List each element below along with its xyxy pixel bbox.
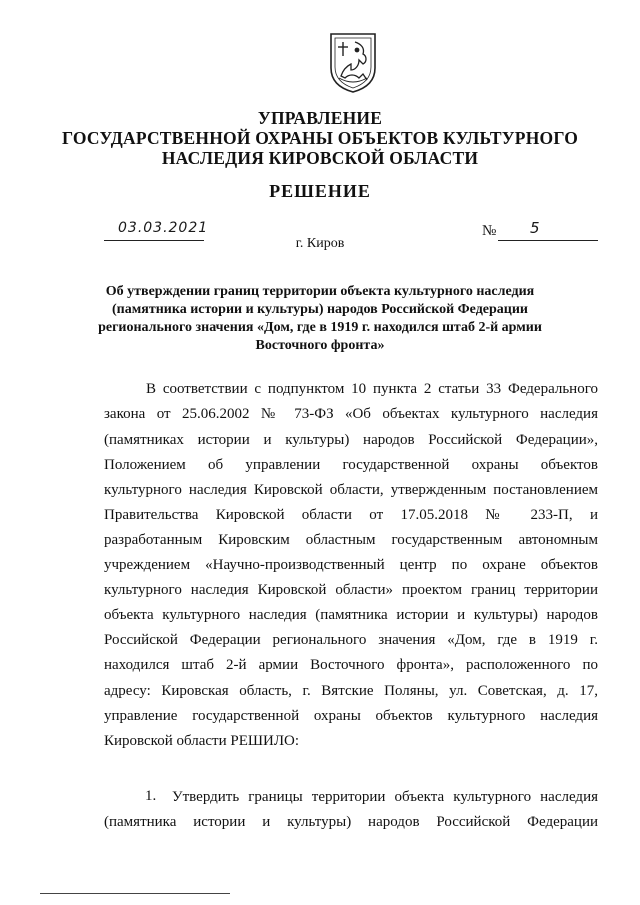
title-line: Об утверждении границ территории объекта культурного наследия <box>105 284 535 299</box>
body-line: закона от 25.06.2002 № 73-ФЗ «Об объектах культурного наследия <box>104 406 598 422</box>
body-line: Правительства Кировской области от 17.05.2018 № 233-П, и <box>104 507 598 523</box>
body-line: (памятниках истории и культуры) народов Российской Федерации», <box>104 432 598 448</box>
date-value: 03.03.2021 <box>118 220 209 236</box>
body-line: управление государственной охраны объектов культурного наследия <box>104 708 598 724</box>
footer-divider <box>40 893 230 894</box>
body-line: объекта культурного наследия (памятника истории и культуры) народов <box>104 607 598 623</box>
authority-line: ГОСУДАРСТВЕННОЙ ОХРАНЫ ОБЪЕКТОВ КУЛЬТУРНОГО <box>61 128 579 148</box>
item-line: (памятника истории и культуры) народов Российской Федерации <box>104 814 598 830</box>
body-line: Кировской области РЕШИЛО: <box>104 733 300 749</box>
number-field <box>498 221 598 241</box>
document-number-block <box>482 221 602 241</box>
document-type-heading: РЕШЕНИЕ <box>269 181 371 201</box>
body-line: учреждением «Научно-производственный центр по охране объектов <box>104 557 598 573</box>
document-title <box>80 283 560 355</box>
authority-line: НАСЛЕДИЯ КИРОВСКОЙ ОБЛАСТИ <box>161 148 479 168</box>
body-line: находился штаб 2-й армии Восточного фронта», расположенного по <box>104 657 598 673</box>
item-number: 1. <box>145 788 157 804</box>
title-line: (памятника истории и культуры) народов Российской Федерации <box>112 302 528 317</box>
item-line: Утвердить границы территории объекта культурного наследия <box>172 789 598 805</box>
body-line: В соответствии с подпунктом 10 пункта 2 статьи 33 Федерального <box>146 381 598 397</box>
number-value: 5 <box>530 219 541 237</box>
body-line: разработанным Кировским областным государственным автономным <box>104 532 598 548</box>
city-label: г. Киров <box>295 236 345 251</box>
body-line: культурного наследия Кировской области» проектом границ территории <box>104 582 598 598</box>
body-line: культурного наследия Кировской области, утвержденным постановлением <box>104 482 598 498</box>
date-field <box>104 220 209 241</box>
kirov-coat-of-arms-icon <box>329 30 377 94</box>
authority-heading <box>60 108 580 168</box>
body-line: адресу: Кировская область, г. Вятские Поляны, ул. Советская, д. 17, <box>104 683 598 699</box>
number-label: № <box>482 223 497 239</box>
title-line: регионального значения «Дом, где в 1919 г. находился штаб 2-й армии <box>98 320 542 335</box>
body-line: Российской Федерации регионального значения «Дом, где в 1919 г. <box>104 632 598 648</box>
authority-line: УПРАВЛЕНИЕ <box>257 108 383 128</box>
title-line: Восточного фронта» <box>255 338 385 353</box>
body-line: Положением об управлении государственной охраны объектов <box>104 457 598 473</box>
